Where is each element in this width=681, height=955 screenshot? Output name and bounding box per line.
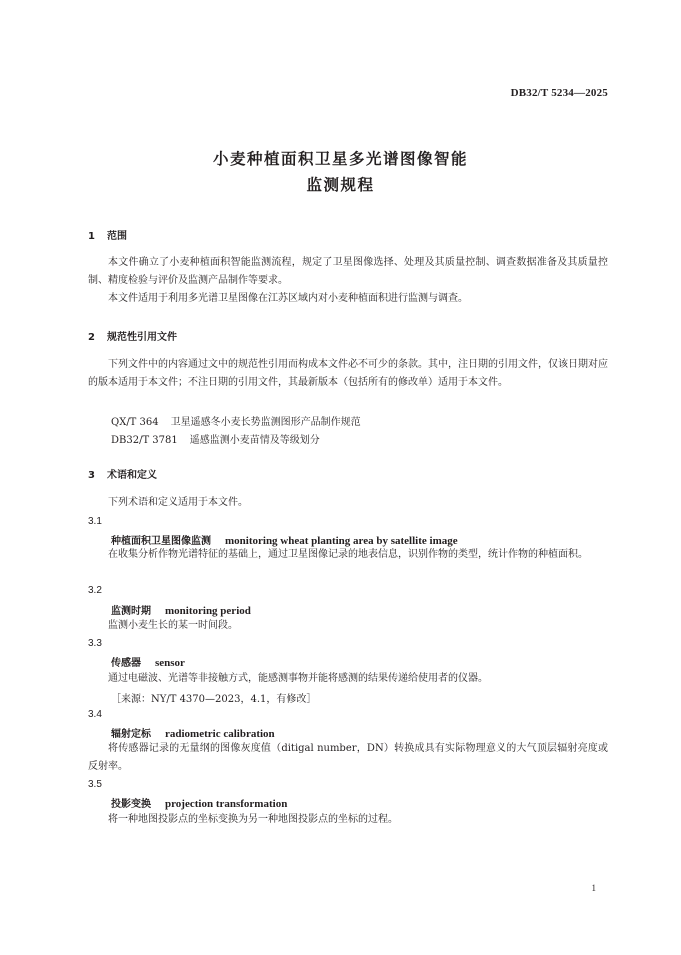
term-definition: 在收集分析作物光谱特征的基础上，通过卫星图像记录的地表信息，识别作物的类型，统计作物的种植面积。 (108, 549, 588, 560)
term-number: 3.2 (88, 585, 102, 596)
section-number: 1 (88, 231, 95, 242)
section-2-heading (88, 328, 177, 343)
section-1-paragraph-1: 本文件确立了小麦种植面积智能监测流程，规定了卫星图像选择、处理及其质量控制、调查数据准备及其质量控制、精度检验与评价及监测产品制作等要求。 (88, 257, 608, 286)
section-number: 3 (88, 470, 95, 481)
reference-code: QX/T 364 (111, 417, 159, 428)
section-1-heading (88, 227, 127, 242)
section-title: 范围 (107, 231, 127, 242)
term-number: 3.3 (88, 638, 102, 649)
term-en: projection transformation (165, 798, 288, 810)
term-number: 3.5 (88, 779, 102, 790)
section-1-paragraph-2: 本文件适用于利用多光谱卫星图像在江苏区域内对小麦种植面积进行监测与调查。 (108, 293, 468, 304)
term-zh: 监测时期 (111, 606, 151, 617)
term-heading (111, 602, 251, 617)
term-zh: 辐射定标 (111, 729, 151, 740)
term-zh: 投影变换 (111, 799, 151, 810)
document-title-line2: 监测规程 (306, 176, 375, 194)
term-en: sensor (155, 657, 185, 669)
reference-code: DB32/T 3781 (111, 435, 178, 446)
section-3-intro: 下列术语和定义适用于本文件。 (108, 497, 248, 508)
term-source: ［来源：NY/T 4370—2023，4.1，有修改］ (111, 694, 317, 705)
reference-item (111, 413, 361, 428)
reference-item (111, 431, 320, 446)
term-heading (111, 532, 458, 547)
term-definition: 将一种地图投影点的坐标变换为另一种地图投影点的坐标的过程。 (108, 814, 398, 825)
term-en: monitoring period (165, 605, 251, 617)
standard-code: DB32/T 5234—2025 (510, 87, 608, 99)
document-title-line1: 小麦种植面积卫星多光谱图像智能 (212, 150, 468, 168)
term-en: radiometric calibration (165, 728, 275, 740)
reference-title: 卫星遥感冬小麦长势监测图形产品制作规范 (170, 417, 361, 428)
term-definition: 将传感器记录的无量纲的图像灰度值（ditigal number，DN）转换成具有实际物理意义的大气顶层辐射亮度或反射率。 (88, 743, 608, 772)
reference-title: 遥感监测小麦苗情及等级划分 (189, 435, 320, 446)
page-number: 1 (591, 883, 596, 893)
term-definition: 监测小麦生长的某一时间段。 (108, 620, 238, 631)
term-heading (111, 725, 275, 740)
term-definition: 通过电磁波、光谱等非接触方式，能感测事物并能将感测的结果传递给使用者的仪器。 (108, 673, 488, 684)
section-number: 2 (88, 332, 95, 343)
term-zh: 种植面积卫星图像监测 (111, 536, 211, 547)
term-number: 3.1 (88, 516, 102, 527)
term-en: monitoring wheat planting area by satellite image (225, 535, 458, 547)
section-title: 规范性引用文件 (107, 332, 177, 343)
term-heading (111, 795, 287, 810)
section-2-paragraph-1: 下列文件中的内容通过文中的规范性引用而构成本文件必不可少的条款。其中，注日期的引用文件，仅该日期对应的版本适用于本文件；不注日期的引用文件，其最新版本（包括所有的修改单）适用于本文件。 (88, 359, 608, 388)
section-title: 术语和定义 (107, 470, 157, 481)
section-3-heading (88, 466, 157, 481)
term-zh: 传感器 (111, 658, 141, 669)
term-heading (111, 654, 185, 669)
term-number: 3.4 (88, 709, 102, 720)
